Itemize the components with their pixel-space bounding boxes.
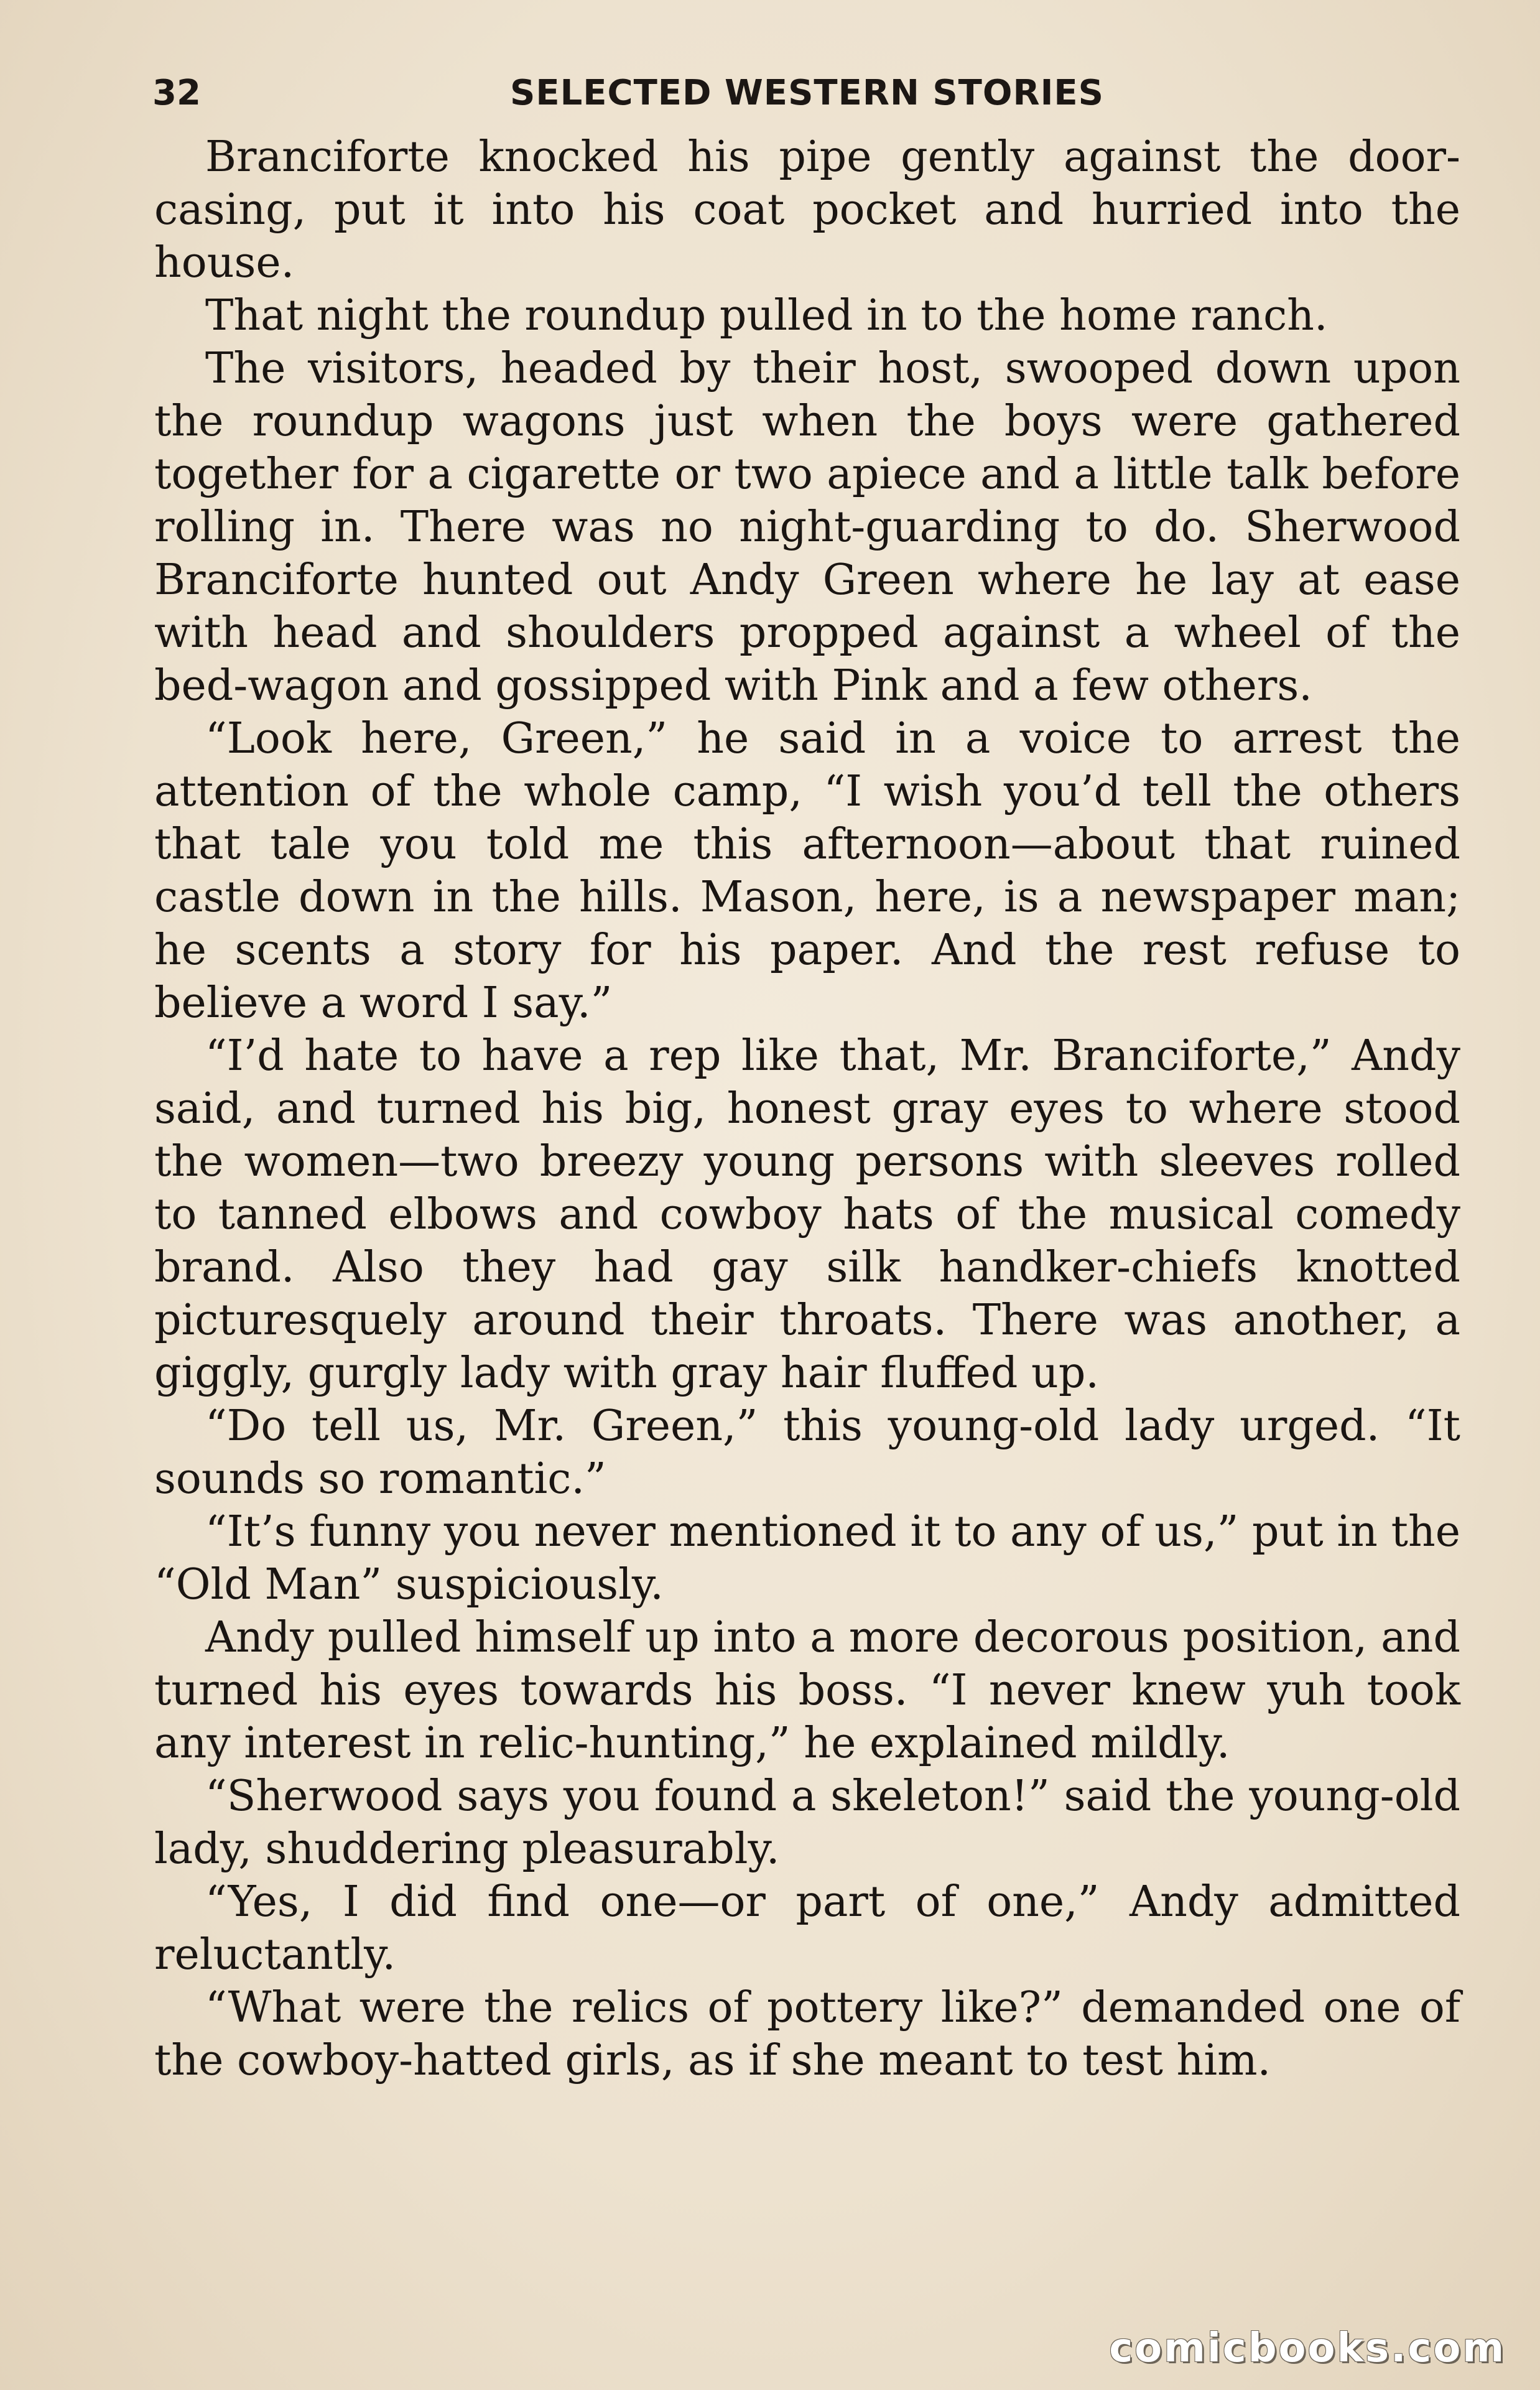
paragraph: “Look here, Green,” he said in a voice to arrest the attention of the whole camp, “I wish you’d tell the others that tale you told me this afternoon—about that ruined castle down in the hills. Mason, here, is a newspaper man; he scents a story for his paper. And the rest refuse to believe a word I say.” — [154, 714, 1460, 1028]
paragraph: “Do tell us, Mr. Green,” this young-old lady urged. “It sounds so romantic.” — [154, 1402, 1460, 1504]
paragraph: “Yes, I did find one—or part of one,” Andy admitted reluctantly. — [154, 1877, 1460, 1979]
page-number: 32 — [152, 73, 201, 113]
paragraph: “It’s funny you never mentioned it to any of us,” put in the “Old Man” suspiciously. — [154, 1507, 1460, 1609]
page-header — [152, 62, 1462, 124]
running-head: SELECTED WESTERN STORIES — [509, 73, 1105, 113]
story-text — [154, 131, 1460, 2087]
paragraph: That night the roundup pulled in to the home ranch. — [205, 291, 1328, 340]
watermark: comicbooks.com — [1109, 2325, 1506, 2371]
paragraph: The visitors, headed by their host, swooped down upon the roundup wagons just when the boys were gathered together for a cigarette or two apiece and a little talk before rolling in. There was no night-guarding to do. Sherwood Branciforte hunted out Andy Green where he lay at ease with head and shoulders propped against a wheel of the bed-wagon and gossipped with Pink and a few others. — [154, 344, 1460, 710]
paragraph: Andy pulled himself up into a more decorous position, and turned his eyes towards his boss. “I never knew yuh took any interest in relic-hunting,” he explained mildly. — [154, 1613, 1460, 1768]
paragraph: “I’d hate to have a rep like that, Mr. Branciforte,” Andy said, and turned his big, honest gray eyes to where stood the women—two breezy young persons with sleeves rolled to tanned elbows and cowboy hats of the musical comedy brand. Also they had gay silk handker-chiefs knotted picturesquely around their throats. There was another, a giggly, gurgly lady with gray hair fluffed up. — [154, 1031, 1460, 1398]
paragraph: Branciforte knocked his pipe gently against the door-casing, put it into his coat pocket and hurried into the house. — [154, 133, 1460, 287]
paragraph: “What were the relics of pottery like?” demanded one of the cowboy-hatted girls, as if she meant to test him. — [154, 1983, 1460, 2085]
paragraph: “Sherwood says you found a skeleton!” said the young-old lady, shuddering pleasurably. — [154, 1772, 1460, 1874]
